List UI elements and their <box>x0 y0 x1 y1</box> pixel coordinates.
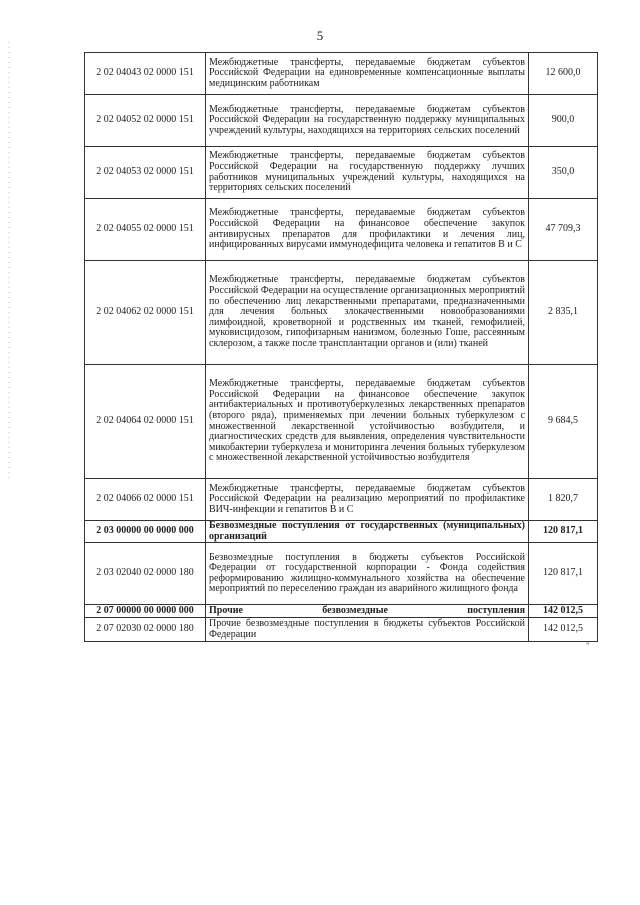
description-cell: Межбюджетные трансферты, передаваемые бюджетам субъектов Российской Федерации на государственную поддержку лучших работников муниципальных учреждений культуры, находящихся на территориях сельских поселений <box>206 147 529 199</box>
table-row <box>85 543 598 605</box>
amount-cell: 142 012,5 <box>529 618 598 642</box>
amount-cell: 120 817,1 <box>529 521 598 543</box>
description-cell: Межбюджетные трансферты, передаваемые бюджетам субъектов Российской Федерации на финансовое обеспечение закупок антибактериальных и противотуберкулезных лекарственных препаратов (второго ряда), применяемых при лечении больных туберкулезом с множественной лекарственной устойчивостью возбудителя, и диагностических средств для выявления, определения чувствительности микобактерии туберкулеза и мониторинга лечения больных туберкулезом с множественной лекарственной устойчивостью возбудителя <box>206 365 529 479</box>
amount-cell: 12 600,0 <box>529 53 598 95</box>
budget-code-cell: 2 02 04043 02 0000 151 <box>85 53 206 95</box>
table-row <box>85 95 598 147</box>
description-cell: Межбюджетные трансферты, передаваемые бюджетам субъектов Российской Федерации на единовременные компенсационные выплаты медицинским работникам <box>206 53 529 95</box>
amount-cell: 120 817,1 <box>529 543 598 605</box>
table-section-row <box>85 521 598 543</box>
table-row <box>85 365 598 479</box>
budget-revenue-table <box>84 52 598 642</box>
budget-code-cell: 2 02 04064 02 0000 151 <box>85 365 206 479</box>
table-row <box>85 261 598 365</box>
budget-code-cell: 2 02 04066 02 0000 151 <box>85 479 206 521</box>
budget-code-cell: 2 07 02030 02 0000 180 <box>85 618 206 642</box>
table-row <box>85 53 598 95</box>
description-cell: Безвозмездные поступления от государственных (муниципальных) организаций <box>206 521 529 543</box>
budget-code-cell: 2 03 00000 00 0000 000 <box>85 521 206 543</box>
description-cell: Прочие безвозмездные поступления <box>206 605 529 618</box>
table-row <box>85 479 598 521</box>
amount-cell: 9 684,5 <box>529 365 598 479</box>
budget-code-cell: 2 02 04062 02 0000 151 <box>85 261 206 365</box>
amount-cell: 900,0 <box>529 95 598 147</box>
description-cell: Межбюджетные трансферты, передаваемые бюджетам субъектов Российской Федерации на финансовое обеспечение закупок антивирусных препаратов для профилактики и лечения лиц, инфицированных вирусами иммунодефицита человека и гепатитов В и С <box>206 199 529 261</box>
table-section-row <box>85 605 598 618</box>
table-row <box>85 147 598 199</box>
description-cell: Межбюджетные трансферты, передаваемые бюджетам субъектов Российской Федерации на реализацию мероприятий по профилактике ВИЧ-инфекции и гепатитов В и С <box>206 479 529 521</box>
amount-cell: 2 835,1 <box>529 261 598 365</box>
budget-code-cell: 2 07 00000 00 0000 000 <box>85 605 206 618</box>
page-number: 5 <box>316 28 324 43</box>
budget-code-cell: 2 02 04053 02 0000 151 <box>85 147 206 199</box>
description-cell: Межбюджетные трансферты, передаваемые бюджетам субъектов Российской Федерации на государственную поддержку муниципальных учреждений культуры, находящихся на территориях сельских поселений <box>206 95 529 147</box>
closing-quote-mark: " <box>586 641 590 651</box>
description-cell: Прочие безвозмездные поступления в бюджеты субъектов Российской Федерации <box>206 618 529 642</box>
table-row <box>85 618 598 642</box>
table-row <box>85 199 598 261</box>
budget-code-cell: 2 02 04055 02 0000 151 <box>85 199 206 261</box>
amount-cell: 1 820,7 <box>529 479 598 521</box>
amount-cell: 47 709,3 <box>529 199 598 261</box>
budget-code-cell: 2 03 02040 02 0000 180 <box>85 543 206 605</box>
description-cell: Безвозмездные поступления в бюджеты субъектов Российской Федерации от государственной корпорации - Фонда содействия реформированию жилищно-коммунального хозяйства на обеспечение мероприятий по переселению граждан из аварийного жилищного фонда <box>206 543 529 605</box>
description-cell: Межбюджетные трансферты, передаваемые бюджетам субъектов Российской Федерации на осуществление организационных мероприятий по обеспечению лиц лекарственными препаратами, предназначенными для лечения больных злокачественными новообразованиями лимфоидной, кроветворной и родственных им тканей, гемофилией, муковисцидозом, гипофизарным нанизмом, болезнью Гоше, рассеянным склерозом, а также после трансплантации органов и (или) тканей <box>206 261 529 365</box>
amount-cell: 142 012,5 <box>529 605 598 618</box>
budget-code-cell: 2 02 04052 02 0000 151 <box>85 95 206 147</box>
amount-cell: 350,0 <box>529 147 598 199</box>
binding-edge-dots <box>8 40 10 480</box>
